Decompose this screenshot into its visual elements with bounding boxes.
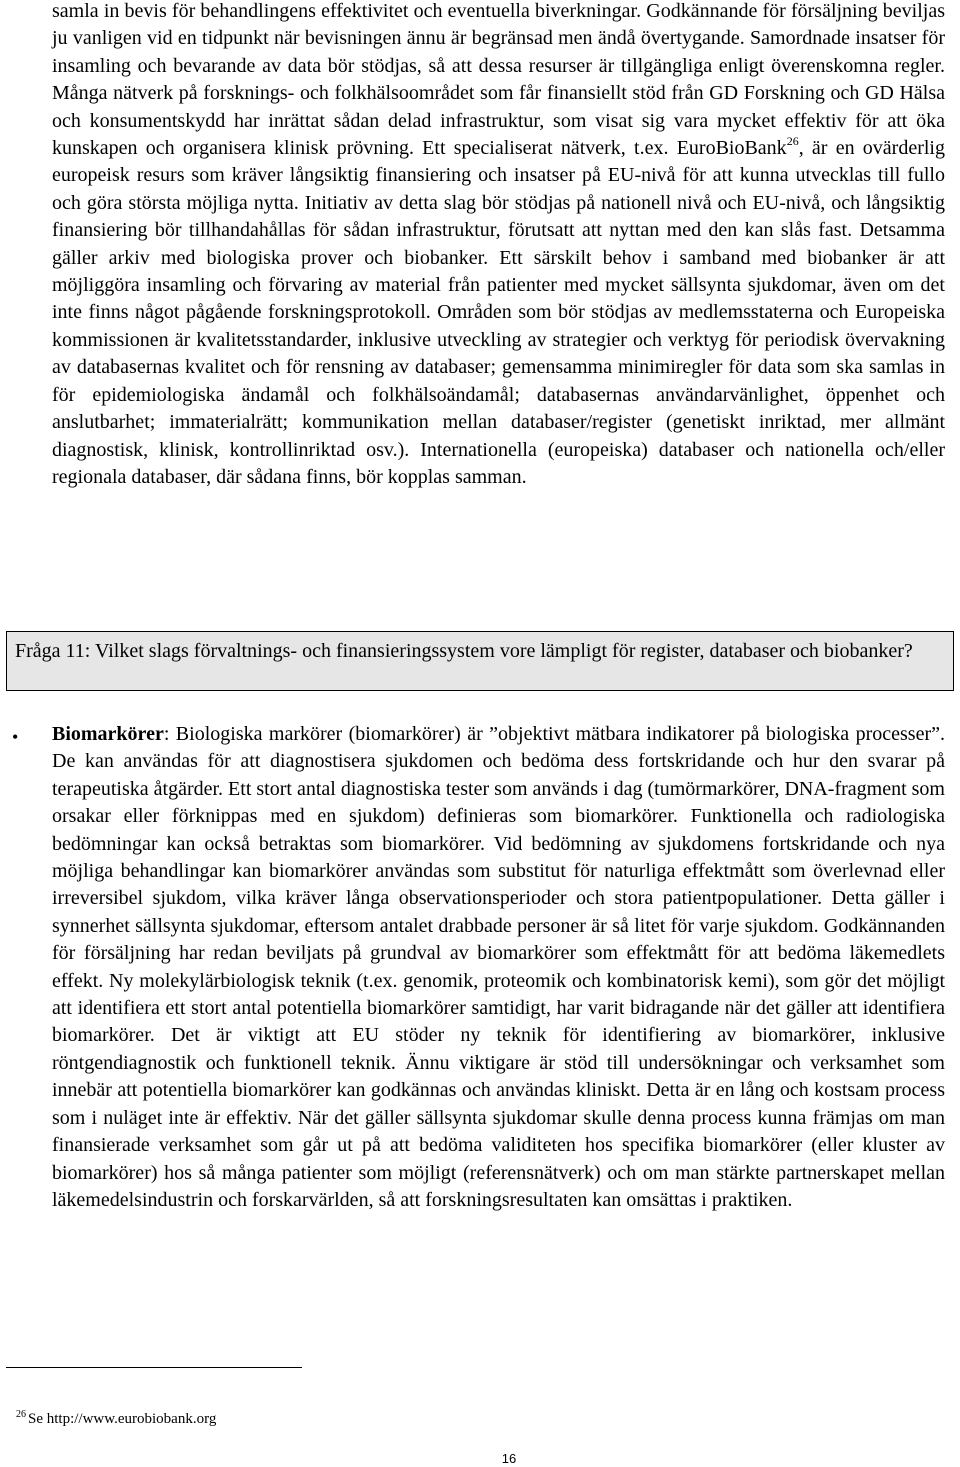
footnote-text: Se http://www.eurobiobank.org xyxy=(28,1411,217,1427)
bullet-paragraph xyxy=(52,721,945,1214)
footnote-number: 26 xyxy=(16,1409,26,1420)
page-number: 16 xyxy=(501,1451,517,1466)
footnote-reference: 26 xyxy=(786,134,799,149)
question-text: Fråga 11: Vilket slags förvaltnings- och finansieringssystem vore lämpligt för register, databaser och biobanker? xyxy=(15,640,913,662)
body-paragraph xyxy=(52,0,945,491)
bullet-marker: • xyxy=(12,727,19,747)
bullet-text: : Biologiska markörer (biomarkörer) är ”objektivt mätbara indikatorer på biologiska processer”. De kan användas för att diagnostisera sjukdomen och bedöma dess fortskridande och hur den svarar på terapeutiska åtgärder. Ett stort antal diagnostiska tester som används i dag (tumörmarkörer, DNA-fragment som orsakar eller förknippas med en sjukdom) definieras som biomarkörer. Funktionella och radiologiska bedömningar kan också betraktas som biomarkörer. Vid bedömning av sjukdomens fortskridande och nya möjliga behandlingar kan biomarkörer användas som substitut för naturliga effektmått som överlevnad eller irreversibel sjukdom, vilka kräver långa observationsperioder och stora patientpopulationer. Detta gäller i synnerhet sällsynta sjukdomar, eftersom antalet drabbade personer är så litet för varje sjukdom. Godkännanden för försäljning har redan beviljats på grundval av biomarkörer som effektmått för att bedöma läkemedlets effekt. Ny molekylärbiologisk teknik (t.ex. genomik, proteomik och kombinatorisk kemi), som gör det möjligt att identifiera ett stort antal potentiella biomarkörer samtidigt, har varit bidragande när det gäller att identifiera biomarkörer. Det är viktigt att EU stöder ny teknik för identifiering av biomarkörer, inklusive röntgendiagnostik och funktionell teknik. Ännu viktigare är stöd till undersökningar och verksamhet som innebär att potentiella biomarkörer kan godkännas och användas kliniskt. Detta är en lång och kostsam process som i nuläget inte är effektiv. När det gäller sällsynta sjukdomar skulle denna process kunna främjas om man finansierade verksamhet som går ut på att bedöma validiteten hos specifika biomarkörer (eller kluster av biomarkörer) hos så många patienter som möjligt (referensnätverk) och om man stärkte partnerskapet mellan läkemedelsindustrin och forskarvärlden, så att forskningsresultaten kan omsättas i praktiken. xyxy=(52,723,945,1211)
bullet-term: Biomarkörer xyxy=(52,723,164,745)
footnote xyxy=(16,1405,216,1429)
question-box xyxy=(6,631,954,691)
paragraph-text-end: , är en ovärderlig europeisk resurs som kräver långsiktig finansiering och insatser på EU-nivå för att kunna utvecklas till fullo och göra största möjliga nytta. Initiativ av detta slag bör stödjas på nationell nivå och EU-nivå, och långsiktig finansiering bör tillhandahållas för sådan infrastruktur, förutsatt att nyttan med den kan slås fast. Detsamma gäller arkiv med biologiska prover och biobanker. Ett särskilt behov i samband med biobanker är att möjliggöra insamling och förvaring av material från patienter med mycket sällsynta sjukdomar, även om det inte finns något pågående forskningsprotokoll. Områden som bör stödjas av medlemsstaterna och Europeiska kommissionen är kvalitetsstandarder, inklusive utveckling av strategier och verktyg för periodisk övervakning av databasernas kvalitet och för rensning av databaser; gemensamma minimiregler för data som ska samlas in för epidemiologiska ändamål och folkhälsoändamål; databasernas användarvänlighet, öppenhet och anslutbarhet; immaterialrätt; kommunikation mellan databaser/register (genetiskt inriktad, mer allmänt diagnostisk, klinisk, kontrollinriktad osv.). Internationella (europeiska) databaser och nationella och/eller regionala databaser, där sådana finns, bör kopplas samman. xyxy=(52,137,945,488)
paragraph-text-start: samla in bevis för behandlingens effektivitet och eventuella biverkningar. Godkännande för försäljning beviljas ju vanligen vid en tidpunkt när bevisningen ännu är begränsad men ändå övertygande. Samordnade insatser för insamling och bevarande av data bör stödjas, så att dessa resurser är tillgängliga enligt överenskomna regler. Många nätverk på forsknings- och folkhälsoområdet som får finansiellt stöd från GD Forskning och GD Hälsa och konsumentskydd har inrättat sådan delad infrastruktur, som visat sig vara mycket effektiv för att öka kunskapen och organisera klinisk prövning. Ett specialiserat nätverk, t.ex. EuroBioBank xyxy=(52,0,945,160)
footnote-divider xyxy=(6,1367,302,1368)
